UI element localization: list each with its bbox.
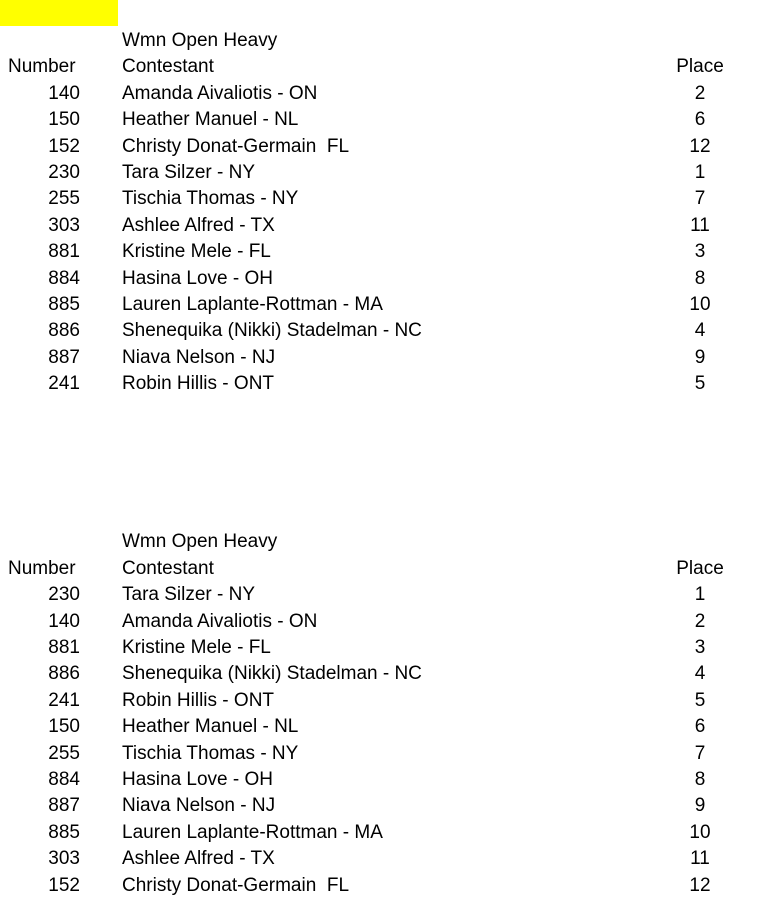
cell-contestant: Lauren Laplante-Rottman - MA (122, 821, 383, 843)
cell-contestant: Tischia Thomas - NY (122, 188, 299, 210)
cell-place: 1 (694, 584, 706, 606)
cell-place: 8 (694, 768, 706, 790)
cell-contestant: Christy Donat-Germain FL (122, 874, 350, 896)
table-body (0, 582, 764, 899)
cell-number: 886 (48, 320, 80, 342)
cell-number: 140 (48, 610, 80, 632)
table-row (0, 186, 764, 212)
cell-place: 9 (694, 346, 706, 368)
cell-contestant: Tischia Thomas - NY (122, 742, 299, 764)
cell-place: 4 (694, 663, 706, 685)
cell-contestant: Amanda Aivaliotis - ON (122, 610, 318, 632)
title-spacer (672, 529, 728, 555)
cell-contestant: Niava Nelson - NJ (122, 346, 276, 368)
column-header-place: Place (676, 56, 724, 78)
cell-place: 3 (694, 241, 706, 263)
cell-place: 12 (689, 874, 711, 896)
cell-place: 2 (694, 610, 706, 632)
table-row (0, 107, 764, 133)
cell-number: 255 (48, 742, 80, 764)
table-row (0, 609, 764, 635)
cell-place: 6 (694, 109, 706, 131)
cell-number: 887 (48, 346, 80, 368)
cell-number: 255 (48, 188, 80, 210)
cell-place: 11 (690, 848, 710, 870)
cell-contestant: Ashlee Alfred - TX (122, 214, 275, 236)
cell-number: 140 (48, 82, 80, 104)
cell-number: 887 (48, 795, 80, 817)
table-row (0, 820, 764, 846)
cell-place: 5 (694, 689, 706, 711)
cell-number: 303 (48, 848, 80, 870)
cell-contestant: Shenequika (Nikki) Stadelman - NC (122, 663, 422, 685)
cell-place: 12 (689, 135, 711, 157)
cell-number: 230 (48, 584, 80, 606)
cell-place: 11 (690, 214, 710, 236)
table-row (0, 873, 764, 899)
table-row (0, 661, 764, 687)
cell-place: 7 (694, 742, 706, 764)
cell-place: 7 (694, 188, 706, 210)
cell-contestant: Ashlee Alfred - TX (122, 848, 275, 870)
table-row (0, 688, 764, 714)
table-row (0, 292, 764, 318)
column-header-number: Number (8, 557, 76, 579)
table-row (0, 371, 764, 397)
table-title-row (0, 28, 764, 54)
cell-place: 8 (694, 267, 706, 289)
cell-number: 152 (48, 874, 80, 896)
table-row (0, 582, 764, 608)
table-row (0, 134, 764, 160)
cell-contestant: Tara Silzer - NY (122, 161, 256, 183)
table-row (0, 213, 764, 239)
cell-contestant: Robin Hillis - ONT (122, 689, 275, 711)
table-row (0, 714, 764, 740)
results-table-sorted (0, 529, 764, 898)
table-header-row (0, 54, 764, 80)
column-header-contestant: Contestant (122, 56, 214, 78)
cell-number: 884 (48, 267, 80, 289)
cell-contestant: Kristine Mele - FL (122, 241, 271, 263)
cell-place: 5 (694, 373, 706, 395)
table-row (0, 741, 764, 767)
table-row (0, 846, 764, 872)
cell-contestant: Robin Hillis - ONT (122, 373, 275, 395)
cell-number: 884 (48, 768, 80, 790)
cell-contestant: Hasina Love - OH (122, 768, 274, 790)
cell-place: 2 (694, 82, 706, 104)
cell-number: 885 (48, 293, 80, 315)
table-body (0, 81, 764, 398)
cell-contestant: Christy Donat-Germain FL (122, 135, 350, 157)
cell-place: 10 (689, 821, 711, 843)
title-spacer (672, 28, 728, 54)
table-row (0, 345, 764, 371)
column-header-place: Place (676, 557, 724, 579)
table-title: Wmn Open Heavy (122, 531, 278, 553)
title-spacer (0, 529, 84, 555)
cell-number: 241 (48, 689, 80, 711)
cell-number: 886 (48, 663, 80, 685)
column-header-number: Number (8, 56, 76, 78)
cell-number: 885 (48, 821, 80, 843)
cell-contestant: Shenequika (Nikki) Stadelman - NC (122, 320, 422, 342)
table-title: Wmn Open Heavy (122, 30, 278, 51)
table-header-row (0, 556, 764, 582)
cell-place: 4 (694, 320, 706, 342)
table-row (0, 266, 764, 292)
cell-number: 150 (48, 109, 80, 131)
table-row (0, 160, 764, 186)
cell-number: 881 (48, 241, 80, 263)
cell-place: 3 (694, 637, 706, 659)
cell-number: 152 (48, 135, 80, 157)
cell-contestant: Hasina Love - OH (122, 267, 274, 289)
cell-contestant: Amanda Aivaliotis - ON (122, 82, 318, 104)
cell-contestant: Heather Manuel - NL (122, 109, 299, 131)
highlighted-cell (0, 0, 118, 26)
cell-contestant: Niava Nelson - NJ (122, 795, 276, 817)
table-row (0, 635, 764, 661)
cell-place: 1 (694, 161, 706, 183)
results-table-unsorted (0, 28, 764, 397)
table-title-row (0, 529, 764, 555)
cell-number: 881 (48, 637, 80, 659)
title-spacer (0, 28, 84, 54)
cell-number: 230 (48, 161, 80, 183)
results-sheet (0, 28, 764, 899)
cell-number: 303 (48, 214, 80, 236)
cell-contestant: Heather Manuel - NL (122, 716, 299, 738)
table-gap (0, 397, 764, 529)
table-row (0, 793, 764, 819)
table-row (0, 318, 764, 344)
table-row (0, 239, 764, 265)
cell-contestant: Kristine Mele - FL (122, 637, 271, 659)
cell-number: 241 (48, 373, 80, 395)
cell-place: 6 (694, 716, 706, 738)
cell-place: 10 (689, 293, 711, 315)
cell-number: 150 (48, 716, 80, 738)
table-row (0, 767, 764, 793)
cell-place: 9 (694, 795, 706, 817)
cell-contestant: Tara Silzer - NY (122, 584, 256, 606)
table-row (0, 81, 764, 107)
cell-contestant: Lauren Laplante-Rottman - MA (122, 293, 383, 315)
column-header-contestant: Contestant (122, 557, 214, 579)
